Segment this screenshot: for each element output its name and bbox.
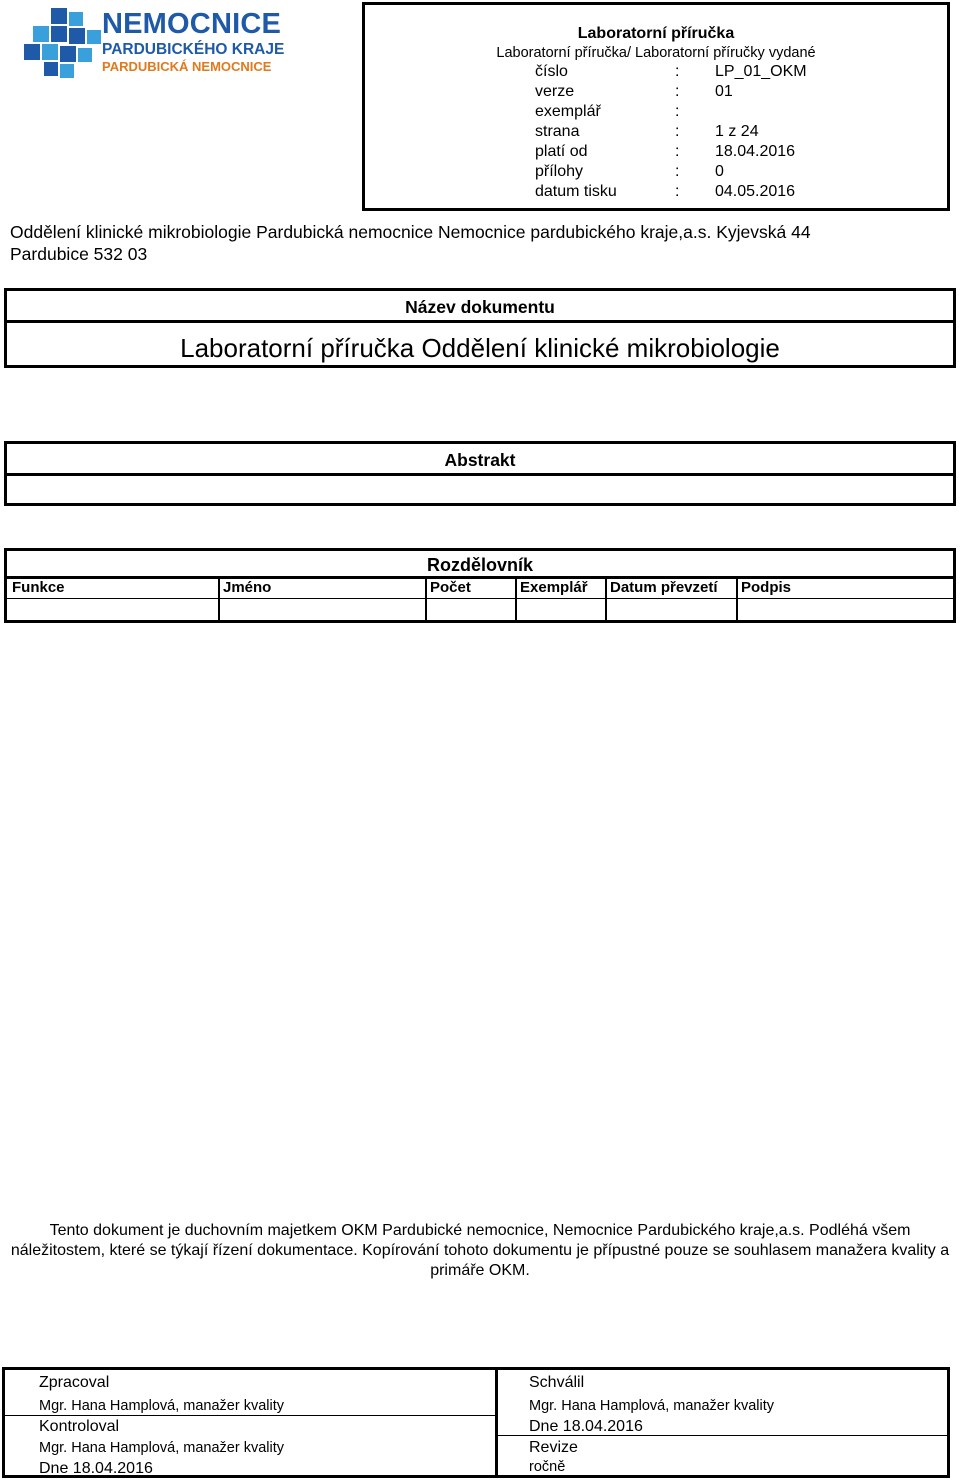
column-header-jmeno: Jméno [223,579,272,596]
column-divider [605,576,607,623]
divider [7,576,953,579]
revision-value: ročně [529,1459,566,1475]
checked-date: Dne 18.04.2016 [39,1460,153,1477]
info-sep: : [675,163,680,180]
info-sep: : [675,123,680,140]
info-sep: : [675,143,680,160]
info-value: LP_01_OKM [715,63,807,80]
column-header-funkce: Funkce [12,579,65,596]
checked-label: Kontroloval [39,1418,120,1435]
abstract-box [4,441,956,506]
info-key: verze [535,83,575,100]
approved-by: Mgr. Hana Hamplová, manažer kvality [529,1398,774,1414]
document-title: Laboratorní příručka Oddělení klinické mikrobiologie [180,333,780,363]
info-value: 18.04.2016 [715,143,796,160]
column-header-podpis: Podpis [741,579,792,596]
info-value: 1 z 24 [715,123,759,140]
logo-cross-icon [24,8,104,80]
divider [7,320,953,323]
info-key: platí od [535,143,588,160]
document-name-label: Název dokumentu [405,297,555,317]
column-header-datum-prevzeti: Datum převzetí [610,579,718,596]
logo-line-3: PARDUBICKÁ NEMOCNICE [102,59,272,74]
info-title: Laboratorní příručka [577,25,735,42]
approved-date: Dne 18.04.2016 [529,1418,643,1435]
info-subtitle: Laboratorní příručka/ Laboratorní příručky vydané [496,45,816,61]
distribution-label: Rozdělovník [426,555,533,575]
info-value: 0 [715,163,724,180]
info-key: datum tisku [535,183,617,200]
info-sep: : [675,83,680,100]
signature-table [2,1367,950,1478]
divider [7,598,953,599]
document-name-box [4,288,956,368]
approved-label: Schválil [529,1374,585,1391]
ownership-note: Tento dokument je duchovním majetkem OKM Pardubické nemocnice, Nemocnice Pardubického kraje,a.s. Podléhá všem náležitostem, které se týkají řízení dokumentace. Kopírování tohoto dokumentu je přípustné pouze se souhlasem manažera kvality a primáře OKM. [10,1222,950,1279]
divider [7,473,953,476]
info-key: exemplář [535,103,601,120]
column-header-pocet: Počet [430,579,471,596]
info-value: 04.05.2016 [715,183,796,200]
logo-line-1: NEMOCNICE [102,8,282,40]
abstract-label: Abstrakt [444,450,516,470]
prepared-by: Mgr. Hana Hamplová, manažer kvality [39,1398,284,1414]
info-sep: : [675,103,680,120]
document-info-box [362,2,950,211]
column-divider [495,1370,498,1475]
info-value: 01 [715,83,733,100]
info-sep: : [675,63,680,80]
department-city: Pardubice 532 03 [10,244,148,264]
info-sep: : [675,183,680,200]
checked-by: Mgr. Hana Hamplová, manažer kvality [39,1440,284,1456]
info-key: strana [535,123,580,140]
revision-label: Revize [529,1439,578,1456]
info-key: přílohy [535,163,584,180]
column-divider [736,576,738,623]
column-divider [218,576,220,623]
column-divider [515,576,517,623]
info-key: číslo [535,63,568,80]
column-divider [425,576,427,623]
divider [5,1415,495,1416]
prepared-label: Zpracoval [39,1374,110,1391]
logo-line-2: PARDUBICKÉHO KRAJE [102,41,285,58]
department-address: Oddělení klinické mikrobiologie Pardubická nemocnice Nemocnice pardubického kraje,a.s. Kyjevská 44 [10,222,811,242]
column-header-exemplar: Exemplář [520,579,588,596]
distribution-table [4,548,956,623]
